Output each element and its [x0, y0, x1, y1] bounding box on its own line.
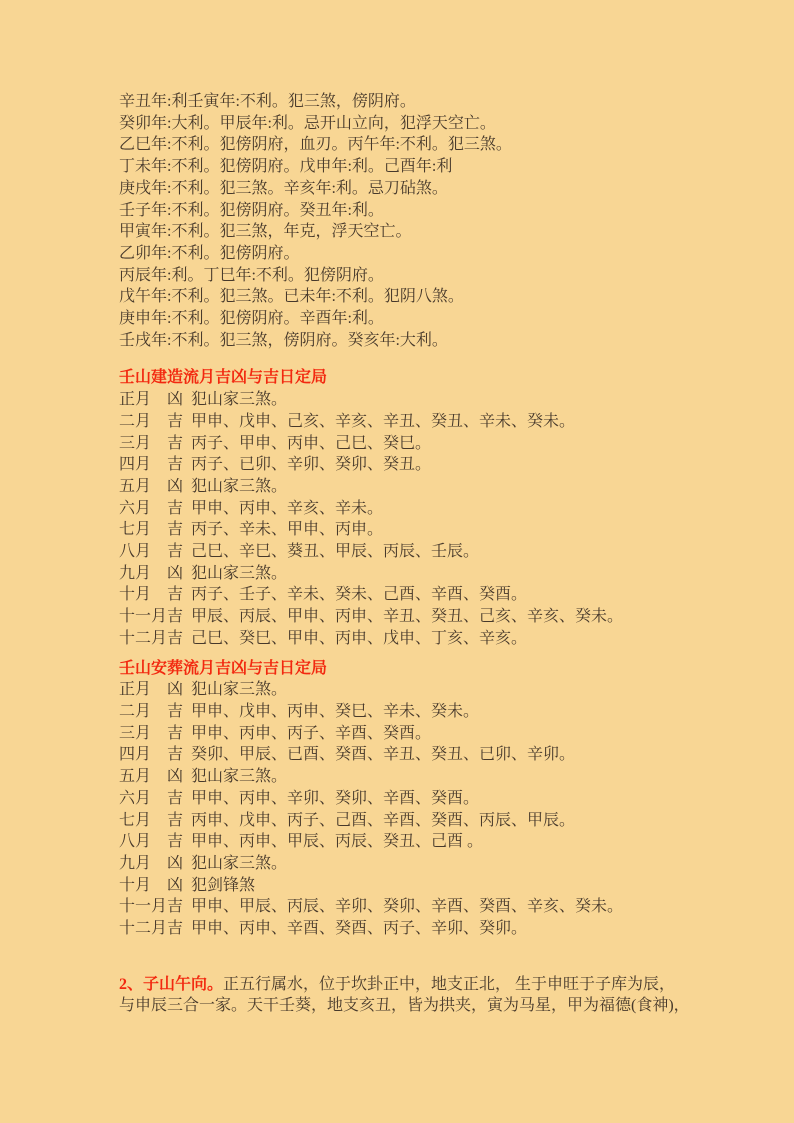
- verdict-label: 吉: [167, 434, 184, 452]
- burial-section-heading: 壬山安葬流月吉凶与吉日定局: [119, 659, 328, 677]
- year-line: 壬戌年:不利。犯三煞，傍阴府。癸亥年:大利。: [119, 331, 448, 349]
- verdict-label: 吉: [167, 629, 184, 647]
- verdict-label: 凶: [167, 564, 184, 582]
- month-row: [119, 584, 696, 606]
- month-label: 六月: [119, 499, 152, 517]
- month-row: [119, 723, 696, 745]
- verdict-label: 凶: [167, 681, 184, 699]
- month-label: 七月: [119, 811, 152, 829]
- build-section-heading: 壬山建造流月吉凶与吉日定局: [119, 369, 328, 387]
- month-row: [119, 701, 696, 723]
- days-text: 犯山家三煞。: [191, 768, 288, 786]
- year-line: 丁未年:不利。犯傍阴府。戊申年:利。己酉年:利: [119, 158, 453, 176]
- month-label: 五月: [119, 477, 152, 495]
- verdict-label: 吉: [167, 412, 184, 430]
- verdict-label: 吉: [167, 920, 184, 938]
- month-row: [119, 831, 696, 853]
- year-line: 庚申年:不利。犯傍阴府。辛酉年:利。: [119, 310, 384, 328]
- days-text: 甲申、丙申、辛酉、癸酉、丙子、辛卯、癸卯。: [191, 920, 528, 938]
- month-label: 正月: [119, 681, 152, 699]
- verdict-label: 吉: [167, 702, 184, 720]
- days-text: 己巳、辛巳、葵丑、甲辰、丙辰、壬辰。: [191, 543, 480, 561]
- verdict-label: 吉: [167, 833, 184, 851]
- month-row: [119, 853, 696, 875]
- days-text: 犯山家三煞。: [191, 477, 288, 495]
- next-item-label: 2、子山午向。: [119, 975, 224, 993]
- month-row: [119, 606, 696, 628]
- month-label: 四月: [119, 456, 152, 474]
- year-line: 癸卯年:大利。甲辰年:利。忌开山立向，犯浮天空亡。: [119, 114, 496, 132]
- month-label: 八月: [119, 833, 152, 851]
- verdict-label: 凶: [167, 768, 184, 786]
- year-line: 丙辰年:利。丁巳年:不利。犯傍阴府。: [119, 266, 384, 284]
- month-row: [119, 918, 696, 940]
- month-row: [119, 766, 696, 788]
- verdict-label: 吉: [167, 499, 184, 517]
- month-row: [119, 433, 696, 455]
- verdict-label: 吉: [167, 746, 184, 764]
- month-label: 七月: [119, 521, 152, 539]
- month-label: 三月: [119, 434, 152, 452]
- year-line: 戊午年:不利。犯三煞。已未年:不利。犯阴八煞。: [119, 288, 464, 306]
- verdict-label: 凶: [167, 854, 184, 872]
- days-text: 甲申、丙申、丙子、辛酉、癸酉。: [191, 724, 432, 742]
- month-label: 十二月: [119, 629, 168, 647]
- month-row: [119, 744, 696, 766]
- month-label: 正月: [119, 391, 152, 409]
- days-text: 犯山家三煞。: [191, 391, 288, 409]
- verdict-label: 吉: [167, 543, 184, 561]
- month-label: 四月: [119, 746, 152, 764]
- days-text: 甲申、甲辰、丙辰、辛卯、癸卯、辛酉、癸酉、辛亥、癸未。: [191, 898, 624, 916]
- yearly-fortune-block: [119, 91, 696, 351]
- year-line: 甲寅年:不利。犯三煞，年克，浮天空亡。: [119, 223, 412, 241]
- days-text: 犯山家三煞。: [191, 854, 288, 872]
- month-row: [119, 679, 696, 701]
- days-text: 丙申、戊申、丙子、己酉、辛酉、癸酉、丙辰、甲辰。: [191, 811, 576, 829]
- month-label: 九月: [119, 854, 152, 872]
- days-text: 犯山家三煞。: [191, 564, 288, 582]
- year-line: 乙卯年:不利。犯傍阴府。: [119, 244, 300, 262]
- verdict-label: 吉: [167, 811, 184, 829]
- verdict-label: 凶: [167, 477, 184, 495]
- days-text: 甲申、丙申、辛卯、癸卯、辛酉、癸酉。: [191, 789, 480, 807]
- month-label: 六月: [119, 789, 152, 807]
- month-label: 八月: [119, 543, 152, 561]
- month-row: [119, 476, 696, 498]
- days-text: 甲申、丙申、甲辰、丙辰、癸丑、己酉 。: [191, 833, 484, 851]
- verdict-label: 吉: [167, 789, 184, 807]
- month-row: [119, 628, 696, 650]
- days-text: 犯山家三煞。: [191, 681, 288, 699]
- month-label: 十月: [119, 876, 152, 894]
- days-text: 甲申、戊申、丙申、癸巳、辛未、癸未。: [191, 702, 480, 720]
- days-text: 甲辰、丙辰、甲申、丙申、辛丑、癸丑、己亥、辛亥、癸未。: [191, 608, 624, 626]
- days-text: 己巳、癸巳、甲申、丙申、戊申、丁亥、辛亥。: [191, 629, 528, 647]
- month-row: [119, 563, 696, 585]
- month-label: 二月: [119, 702, 152, 720]
- month-row: [119, 519, 696, 541]
- days-text: 犯剑锋煞: [191, 876, 256, 894]
- next-item-paragraph: [119, 974, 691, 1017]
- month-row: [119, 896, 696, 918]
- build-month-table: [119, 389, 696, 649]
- verdict-label: 吉: [167, 898, 184, 916]
- next-item-body: 正五行属水，位于坎卦正中，地支正北， 生于申旺于子库为辰，与申辰三合一家。天干壬葵，地支亥丑，皆为拱夹，寅为马星，甲为福德(食神)，: [119, 975, 690, 1015]
- month-label: 二月: [119, 412, 152, 430]
- month-row: [119, 788, 696, 810]
- month-label: 十二月: [119, 920, 168, 938]
- month-row: [119, 498, 696, 520]
- verdict-label: 吉: [167, 724, 184, 742]
- year-line: 辛丑年:利壬寅年:不利。犯三煞，傍阴府。: [119, 93, 416, 110]
- month-label: 九月: [119, 564, 152, 582]
- month-row: [119, 541, 696, 563]
- days-text: 丙子、壬子、辛未、癸未、己酉、辛酉、癸酉。: [191, 586, 528, 604]
- days-text: 丙子、甲申、丙申、己巳、癸巳。: [191, 434, 432, 452]
- year-line: 乙巳年:不利。犯傍阴府，血刃。丙午年:不利。犯三煞。: [119, 136, 512, 154]
- month-label: 十月: [119, 586, 152, 604]
- month-row: [119, 810, 696, 832]
- verdict-label: 吉: [167, 608, 184, 626]
- month-row: [119, 411, 696, 433]
- verdict-label: 凶: [167, 876, 184, 894]
- days-text: 甲申、戊申、己亥、辛亥、辛丑、癸丑、辛未、癸未。: [191, 412, 576, 430]
- month-label: 五月: [119, 768, 152, 786]
- days-text: 癸卯、甲辰、已酉、癸酉、辛丑、癸丑、已卯、辛卯。: [191, 746, 576, 764]
- days-text: 甲申、丙申、辛亥、辛未。: [191, 499, 384, 517]
- month-row: [119, 875, 696, 897]
- verdict-label: 凶: [167, 391, 184, 409]
- month-row: [119, 389, 696, 411]
- month-row: [119, 454, 696, 476]
- month-label: 十一月: [119, 608, 168, 626]
- verdict-label: 吉: [167, 456, 184, 474]
- verdict-label: 吉: [167, 586, 184, 604]
- burial-month-table: [119, 679, 696, 939]
- days-text: 丙子、辛未、甲申、丙申。: [191, 521, 384, 539]
- verdict-label: 吉: [167, 521, 184, 539]
- year-line: 庚戌年:不利。犯三煞。辛亥年:利。忌刀砧煞。: [119, 179, 448, 197]
- month-label: 三月: [119, 724, 152, 742]
- year-line: 壬子年:不利。犯傍阴府。癸丑年:利。: [119, 201, 384, 219]
- month-label: 十一月: [119, 898, 168, 916]
- days-text: 丙子、已卯、辛卯、癸卯、癸丑。: [191, 456, 432, 474]
